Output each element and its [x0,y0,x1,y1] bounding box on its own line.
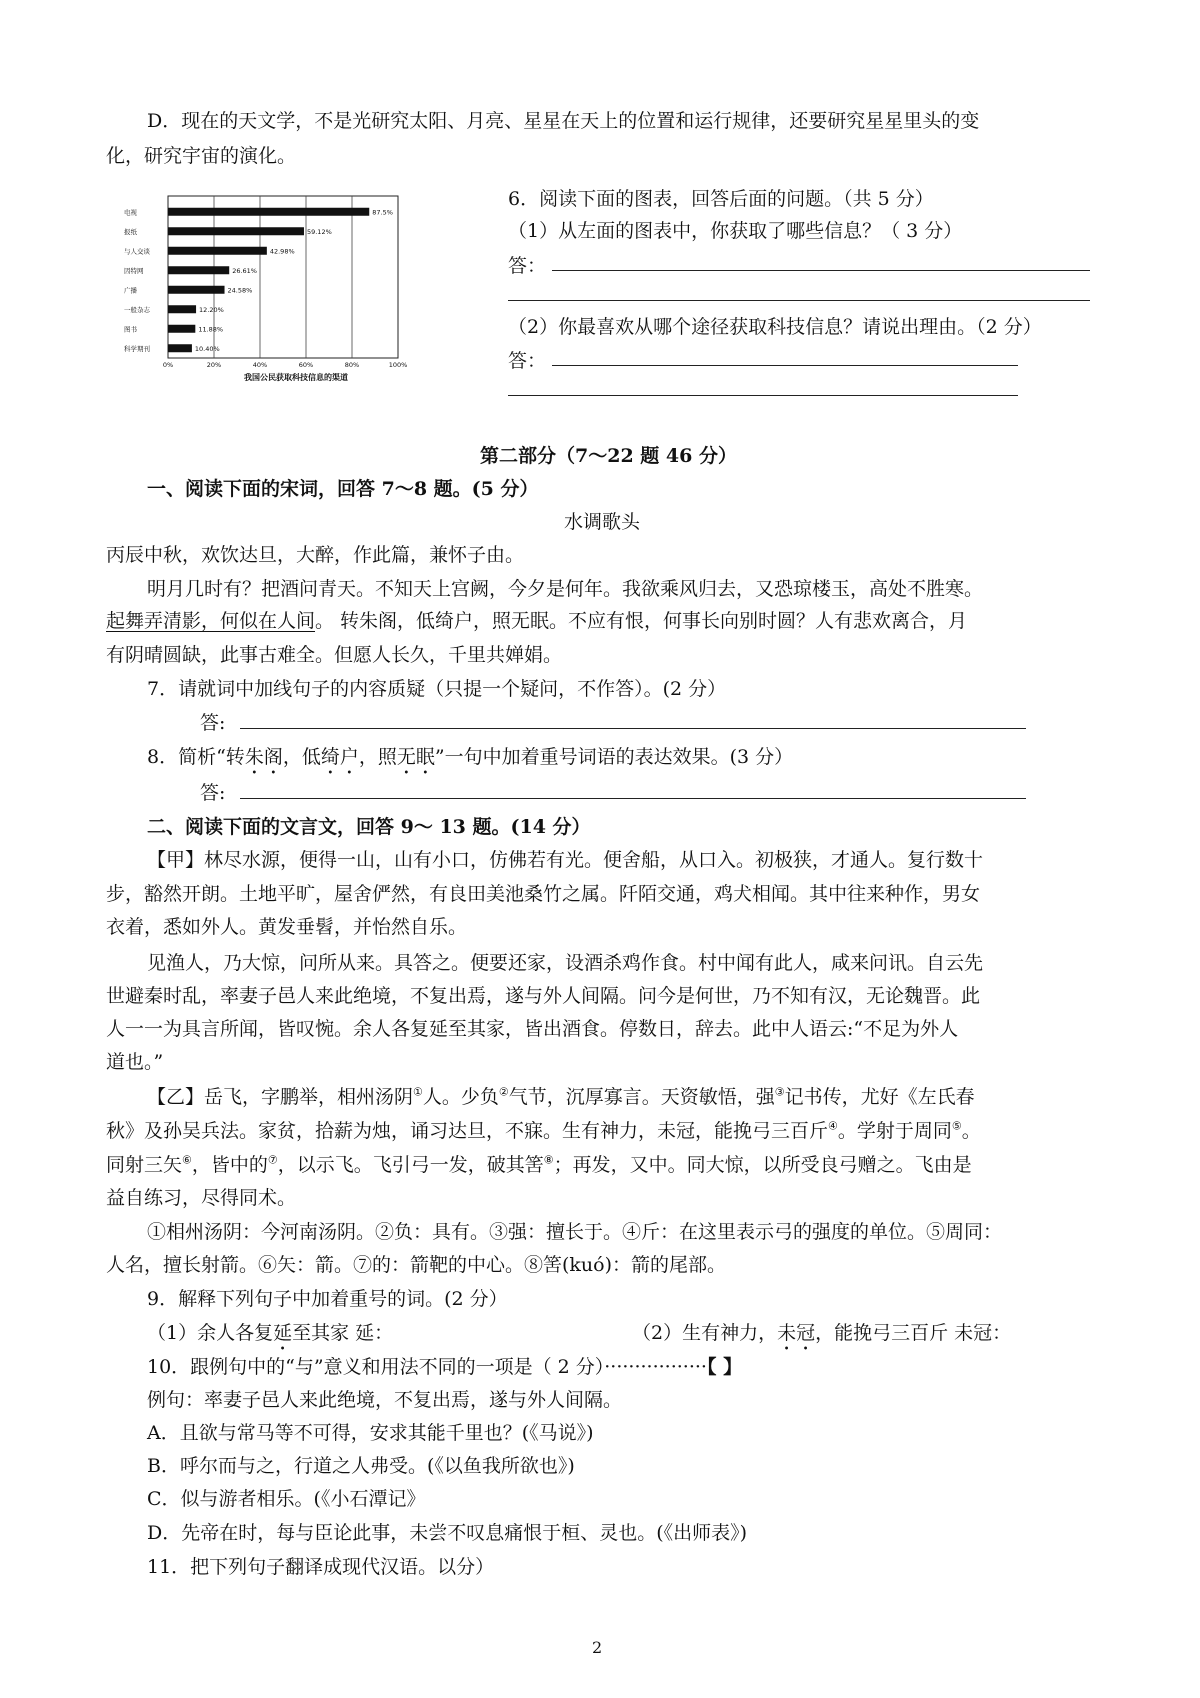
passage-jia-line: 衣着，悉如外人。黄发垂髫，并怡然自乐。 [106,916,468,938]
category-label: 报纸 [124,227,137,236]
text: 。 [961,1120,981,1142]
x-tick-label: 100% [388,361,408,369]
text: （2）生有神力， [632,1322,778,1344]
text: 同射三矢 [106,1154,183,1176]
q9: 9．解释下列句子中加着重号的词。(2 分） [147,1288,508,1310]
footnote-mark: ① [413,1085,423,1099]
passage-jia-line: 道也。” [106,1051,164,1073]
poem-line: 有阴晴圆缺，此事古难全。但愿人长久，千里共婵娟。 [106,644,563,666]
passage-jia-line: 世避秦时乱，率妻子邑人来此绝境，不复出焉，遂与外人间隔。问今是何世，乃不知有汉，无论魏晋。此 [106,985,981,1007]
q6-sub1: （1）从左面的图表中，你获取了哪些信息？（ 3 分） [508,220,963,242]
passage-jia-line: 【甲】林尽水源，便得一山，山有小口，仿佛若有光。便舍船，从口入。初极狭，才通人。复行数十 [147,849,984,871]
footnote-mark: ③ [774,1085,785,1099]
q9-item2 [632,1318,1011,1355]
category-label: 一般杂志 [124,305,150,314]
category-label: 图书 [124,325,137,334]
option-d-line1: D．现在的天文学，不是光研究太阳、月亮、星星在天上的位置和运行规律，还要研究星星里头的变 [147,110,980,132]
q7-answer-label: 答: [200,712,226,734]
passage-yi-line [147,1082,975,1109]
footnote-mark: ⑥ [182,1153,192,1167]
text: ，能挽弓三百斤 未冠： [815,1322,1012,1344]
text: 至其家 延： [292,1322,394,1344]
x-tick-label: 60% [298,361,314,369]
poem-line [106,606,967,633]
poem-title: 水调歌头 [564,511,641,533]
chart-frame [168,196,398,358]
x-tick-label: 80% [344,361,360,369]
poem-preface: 丙辰中秋，欢饮达旦，大醉，作此篇，兼怀子由。 [106,544,525,566]
emphasized-word: 无眠 [396,746,435,768]
q6-answer1-label: 答： [508,255,547,277]
value-label: 24.58% [227,286,253,295]
option-a: A．且欲与常马等不可得，安求其能千里也？(《马说》) [147,1422,594,1444]
text: 8．简析“转 [147,746,245,768]
q11: 11．把下列句子翻译成现代汉语。以分） [147,1556,495,1578]
emphasized-word: 绮户 [320,746,359,768]
answer-bracket[interactable]: 【 】 [706,1356,743,1378]
value-label: 26.61% [232,266,257,275]
footnote-mark: ⑤ [951,1119,962,1133]
text: 记书传，尤好《左氏春 [784,1086,975,1108]
q9-item1 [147,1318,393,1355]
chart-title: 我国公民获取科技信息的渠道 [244,373,348,382]
emphasized-word: 朱阁 [244,746,283,768]
value-label: 87.5% [372,208,393,217]
text: ，低 [282,746,321,768]
emphasized-word: 未冠 [777,1322,816,1344]
text: ；再发，又中。同大惊，以所受良弓赠之。飞由是 [553,1154,972,1176]
option-c: C．似与游者相乐。(《小石潭记》 [147,1488,426,1510]
part2-heading: 第二部分（7～22 题 46 分） [480,445,737,467]
passage-jia-line: 人一一为具言所闻，皆叹惋。余人各复延至其家，皆出酒食。停数日，辞去。此中人语云:“不足为外人 [106,1018,959,1040]
value-label: 11.88% [198,325,224,334]
q6-sub2: （2）你最喜欢从哪个途径获取科技信息？请说出理由。（2 分） [508,316,1042,338]
text: 10．跟例句中的“与”意义和用法不同的一项是（ 2 分）················· [147,1356,707,1378]
category-label: 因特网 [124,266,144,275]
footnote-line: ①相州汤阴：今河南汤阴。②负：具有。③强：擅长于。④斤：在这里表示弓的强度的单位。⑤周同： [147,1221,1003,1243]
q10 [147,1352,742,1379]
text: ，皆中的 [191,1154,268,1176]
category-label: 广播 [124,286,137,295]
q6-answer2-label: 答： [508,350,547,372]
emphasized-word: 延 [273,1322,293,1344]
passage-yi-line: 益自练习，尽得同术。 [106,1187,297,1209]
x-tick-label: 20% [206,361,222,369]
text: 【乙】岳飞，字鹏举，相州汤阴 [147,1086,414,1108]
section1-heading: 一、阅读下面的宋词，回答 7～8 题。(5 分） [147,478,539,500]
page-number: 2 [592,1638,603,1657]
text: ，照 [358,746,397,768]
value-label: 10.40% [194,344,220,353]
answer-line[interactable] [508,300,1090,301]
category-label: 科学期刊 [124,344,150,353]
footnote-mark: ② [498,1085,509,1099]
footnote-mark: ④ [828,1119,838,1133]
text: 气节，沉厚寡言。天资敏悟，强 [508,1086,775,1108]
passage-jia-line: 步，豁然开朗。土地平旷，屋舍俨然，有良田美池桑竹之属。阡陌交通，鸡犬相闻。其中往来种作，男女 [106,883,981,905]
poem-text: 。 转朱阁，低绮户，照无眠。不应有恨，何事长向别时圆？人有悲欢离合，月 [315,610,968,632]
q10-example: 例句：率妻子邑人来此绝境，不复出焉，遂与外人间隔。 [147,1389,623,1411]
value-label: 12.20% [199,305,224,314]
text: ”一句中加着重号词语的表达效果。(3 分） [434,746,794,768]
value-label: 42.98% [269,247,295,256]
footnote-line: 人名，擅长射箭。⑥矢：箭。⑦的：箭靶的中心。⑧筈(kuó)：箭的尾部。 [106,1254,727,1276]
answer-line[interactable] [552,365,1018,366]
option-d: D．先帝在时，每与臣论此事，未尝不叹息痛恨于桓、灵也。(《出师表》) [147,1522,748,1544]
category-label: 电视 [124,208,137,217]
bar [168,227,304,235]
footnote-mark: ⑧ [543,1153,554,1167]
bar [168,266,229,274]
answer-line[interactable] [508,395,1018,396]
passage-jia-line: 见渔人，乃大惊，问所从来。具答之。便要还家，设酒杀鸡作食。村中闻有此人，咸来问讯。自云先 [147,952,984,974]
answer-line[interactable] [240,728,1026,729]
text: 秋》及孙吴兵法。家贫，拾薪为烛，诵习达旦，不寐。生有神力，未冠，能挽弓三百斤 [106,1120,829,1142]
text: ，以示飞。飞引弓一发，破其筈 [277,1154,544,1176]
option-d-line2: 化，研究宇宙的演化。 [106,145,297,167]
answer-line[interactable] [552,270,1090,271]
bar [168,325,195,333]
text: 。学射于周同 [837,1120,952,1142]
passage-yi-line [106,1150,972,1177]
category-label: 与人交谈 [124,247,150,256]
x-tick-label: 40% [252,361,268,369]
q7: 7．请就词中加线句子的内容质疑（只提一个疑问，不作答）。(2 分） [147,678,727,700]
q8-answer-label: 答: [200,782,226,804]
q8 [147,742,793,779]
footnote-mark: ⑦ [267,1153,278,1167]
poem-line: 明月几时有？把酒问青天。不知天上宫阙，今夕是何年。我欲乘风归去，又恐琼楼玉，高处不胜寒。 [147,578,984,600]
passage-yi-line [106,1116,981,1143]
text: （1）余人各复 [147,1322,274,1344]
underlined-sentence: 起舞弄清影，何似在人间 [106,610,316,632]
answer-line[interactable] [240,798,1026,799]
section2-heading: 二、阅读下面的文言文，回答 9～ 13 题。(14 分） [147,816,591,838]
q6-title: 6．阅读下面的图表，回答后面的问题。（共 5 分） [508,188,934,210]
bar-chart [118,186,448,386]
bar [168,286,225,294]
text: 人。少负 [422,1086,499,1108]
bar [168,208,369,216]
value-label: 59.12% [306,227,332,236]
x-tick-label: 0% [162,361,174,369]
bar [168,247,267,255]
option-b: B．呼尔而与之，行道之人弗受。(《以鱼我所欲也》) [147,1455,575,1477]
bar [168,344,192,352]
bar [168,305,196,313]
